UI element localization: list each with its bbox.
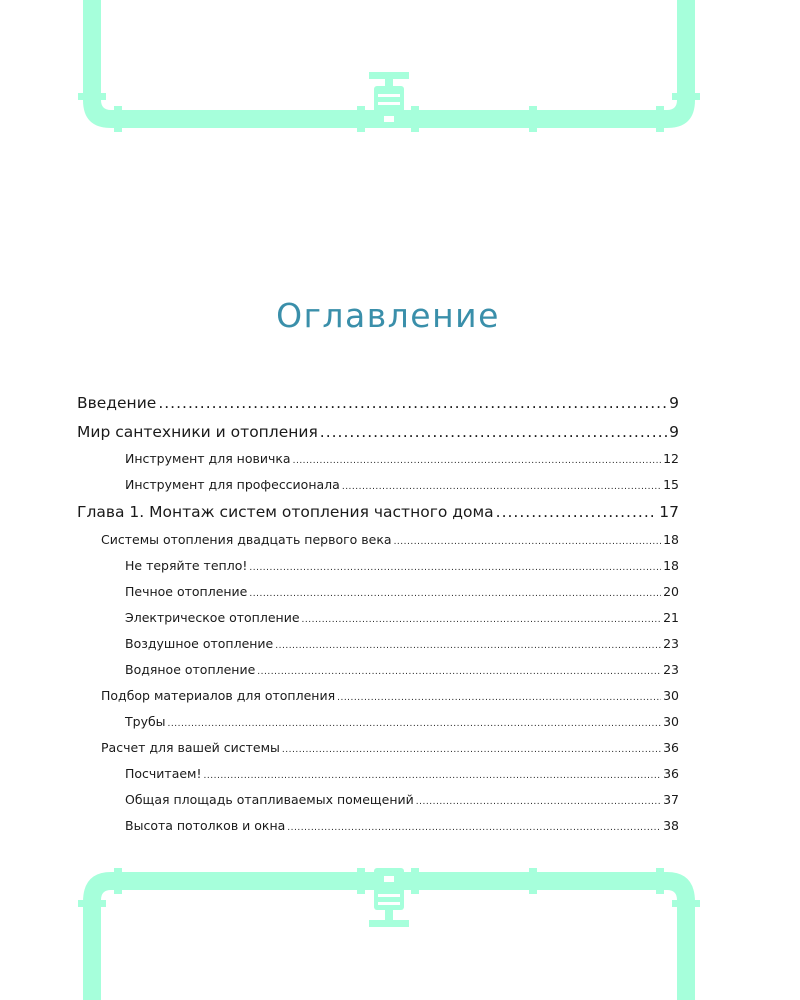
toc-entry-label: Мир сантехники и отопления [77,422,318,441]
toc-leader-dots [275,631,661,657]
toc-page-number: 23 [663,635,679,651]
toc-entry-label: Инструмент для профессионала [125,477,340,492]
toc-entry[interactable] [77,389,679,418]
toc-leader-dots [249,553,661,579]
toc-leader-dots [342,472,661,498]
toc-page-number: 18 [663,557,679,573]
toc-entry[interactable] [77,813,679,839]
toc-page-number: 20 [663,583,679,599]
toc-entry-label: Водяное отопление [125,661,256,677]
page-title: Оглавление [276,296,500,335]
toc-page-number: 9 [669,394,679,412]
toc-entry[interactable] [77,472,679,498]
toc-page-number: 36 [663,739,679,755]
toc-page-number: 38 [663,817,679,833]
toc-entry[interactable] [77,709,679,735]
bottom-pipe-frame [0,860,800,1000]
table-of-contents [77,389,679,839]
toc-entry[interactable] [77,631,679,657]
toc-entry-label: Печное отопление [125,583,248,599]
toc-leader-dots [416,787,661,813]
toc-entry[interactable] [77,657,679,683]
toc-leader-dots [249,579,661,605]
toc-entry[interactable] [77,735,679,761]
toc-entry[interactable] [77,787,679,813]
toc-entry[interactable] [77,527,679,553]
toc-entry[interactable] [77,761,679,787]
toc-leader-dots [257,657,661,683]
toc-entry[interactable] [77,418,679,447]
toc-entry-label: Инструмент для новичка [125,451,291,466]
toc-leader-dots [337,683,661,709]
toc-leader-dots [320,418,667,447]
toc-entry-label: Электрическое отопление [125,609,300,625]
toc-entry-label: Введение [77,394,157,412]
toc-entry[interactable] [77,683,679,709]
toc-entry-label: Глава 1. Монтаж систем отопления частного дома [77,503,494,521]
toc-leader-dots [293,446,662,472]
toc-page-number: 30 [663,687,679,703]
toc-page-number: 37 [663,791,679,807]
toc-page-number: 18 [663,531,679,547]
toc-entry[interactable] [77,605,679,631]
toc-entry[interactable] [77,498,679,527]
toc-entry-label: Подбор материалов для отопления [101,687,336,703]
toc-page-number: 30 [663,713,679,729]
toc-page-number: 36 [663,765,679,781]
toc-leader-dots [287,813,661,839]
toc-leader-dots [496,498,658,527]
top-pipe-frame [0,0,800,140]
toc-entry-label: Посчитаем! [125,765,202,781]
toc-entry-label: Общая площадь отапливаемых помещений [125,791,414,807]
toc-leader-dots [394,527,662,553]
toc-page-number: 15 [663,477,679,492]
toc-leader-dots [158,389,667,418]
toc-page-number: 12 [663,451,679,466]
toc-entry-label: Системы отопления двадцать первого века [101,531,392,547]
toc-entry-label: Трубы [125,713,166,729]
toc-entry-label: Высота потолков и окна [125,817,286,833]
toc-page-number: 21 [663,609,679,625]
toc-entry[interactable] [77,446,679,472]
toc-leader-dots [168,709,662,735]
toc-page-number: 17 [659,503,679,521]
toc-page-number: 9 [669,422,679,441]
toc-leader-dots [302,605,662,631]
toc-entry-label: Расчет для вашей системы [101,739,280,755]
toc-entry-label: Не теряйте тепло! [125,557,248,573]
toc-leader-dots [282,735,661,761]
toc-leader-dots [204,761,662,787]
toc-page-number: 23 [663,661,679,677]
toc-entry[interactable] [77,579,679,605]
toc-entry-label: Воздушное отопление [125,635,274,651]
toc-entry[interactable] [77,553,679,579]
